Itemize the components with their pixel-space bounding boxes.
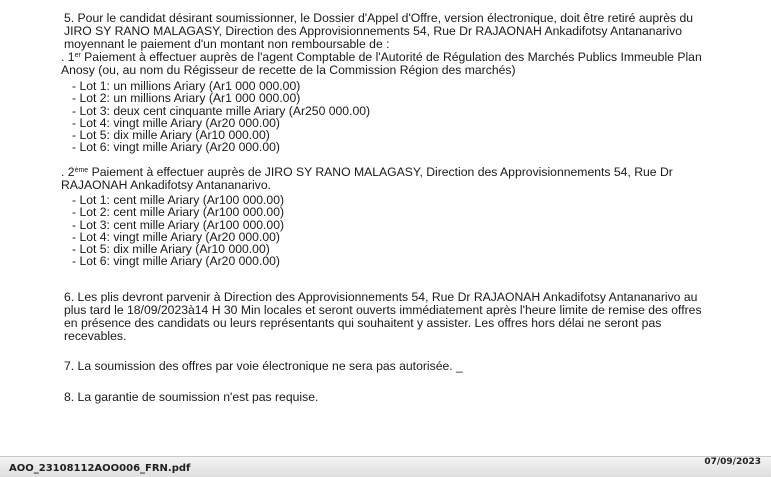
payment-2-heading — [61, 166, 673, 192]
text-line: JIRO SY RANO MALAGASY, Direction des Approvisionnements 54, Rue Dr RAJAONAH Ankadifotsy Antananarivo — [64, 24, 683, 38]
payment-number: . 1 — [61, 50, 75, 64]
payment-number: . 2 — [61, 165, 75, 179]
list-item: - Lot 2: cent mille Ariary (Ar100 000.00) — [72, 205, 285, 220]
list-item: - Lot 1: cent mille Ariary (Ar100 000.00) — [72, 193, 285, 207]
list-item: - Lot 3: cent mille Ariary (Ar100 000.00) — [72, 217, 285, 232]
text-line: Paiement à effectuer auprès de JIRO SY RANO MALAGASY, Direction des Approvisionnements 54, Rue Dr — [88, 165, 673, 179]
text-line: recevables. — [64, 329, 127, 343]
text-line: 7. La soumission des offres par voie électronique ne sera pas autorisée. _ — [64, 359, 463, 373]
text-line: moyennant le paiement d'un montant non remboursable de : — [64, 37, 390, 51]
text-line: Anosy (ou, au nom du Régisseur de recette de la Commission Région des marchés) — [61, 63, 516, 77]
list-item: - Lot 2: un millions Ariary (Ar1 000 000.00) — [72, 91, 301, 106]
list-item: - Lot 5: dix mille Ariary (Ar10 000.00) — [72, 242, 270, 257]
list-item: - Lot 4: vingt mille Ariary (Ar20 000.00) — [72, 229, 280, 244]
section-7 — [64, 360, 463, 373]
list-item: - Lot 3: deux cent cinquante mille Ariary (Ar250 000.00) — [72, 103, 371, 118]
payment-1-heading — [61, 51, 702, 77]
document-footer — [0, 456, 771, 477]
text-line: RAJAONAH Ankadifotsy Antananarivo. — [61, 178, 272, 192]
text-line: plus tard le 18/09/2023à14 H 30 Min locales et seront ouverts immédiatement après l'heure limite de remise des offres — [64, 303, 702, 317]
text-line: 6. Les plis devront parvenir à Direction des Approvisionnements 54, Rue Dr RAJAONAH Ankadifotsy Antananarivo au — [64, 290, 698, 304]
section-8 — [64, 391, 318, 404]
payment-2-lot-list — [72, 194, 284, 268]
list-item: - Lot 6: vingt mille Ariary (Ar20 000.00) — [72, 254, 280, 269]
section-5-intro — [64, 12, 693, 51]
list-item: - Lot 4: vingt mille Ariary (Ar20 000.00) — [72, 115, 280, 130]
text-line: 8. La garantie de soumission n'est pas requise. — [64, 390, 319, 404]
list-item: - Lot 6: vingt mille Ariary (Ar20 000.00) — [72, 140, 280, 155]
list-item: - Lot 5: dix mille Ariary (Ar10 000.00) — [72, 128, 270, 143]
list-item: - Lot 1: un millions Ariary (Ar1 000 000.00) — [72, 79, 301, 93]
ordinal-suffix: er — [74, 52, 81, 59]
footer-date: 07/09/2023 — [704, 457, 761, 467]
text-line: Paiement à effectuer auprès de l'agent Comptable de l'Autorité de Régulation des Marchés Publics Immeuble Plan — [80, 50, 702, 64]
text-line: en présence des candidats ou leurs représentants qui souhaitent y assister. Les offres hors délai ne seront pas — [64, 316, 662, 330]
payment-1-lot-list — [72, 80, 370, 154]
file-name: AOO_23108112AOO006_FRN.pdf — [9, 463, 191, 474]
text-line: 5. Pour le candidat désirant soumissionner, le Dossier d'Appel d'Offre, version électronique, doit être retiré auprès du — [64, 11, 694, 25]
ordinal-suffix: ème — [74, 167, 89, 174]
section-6 — [64, 291, 702, 343]
